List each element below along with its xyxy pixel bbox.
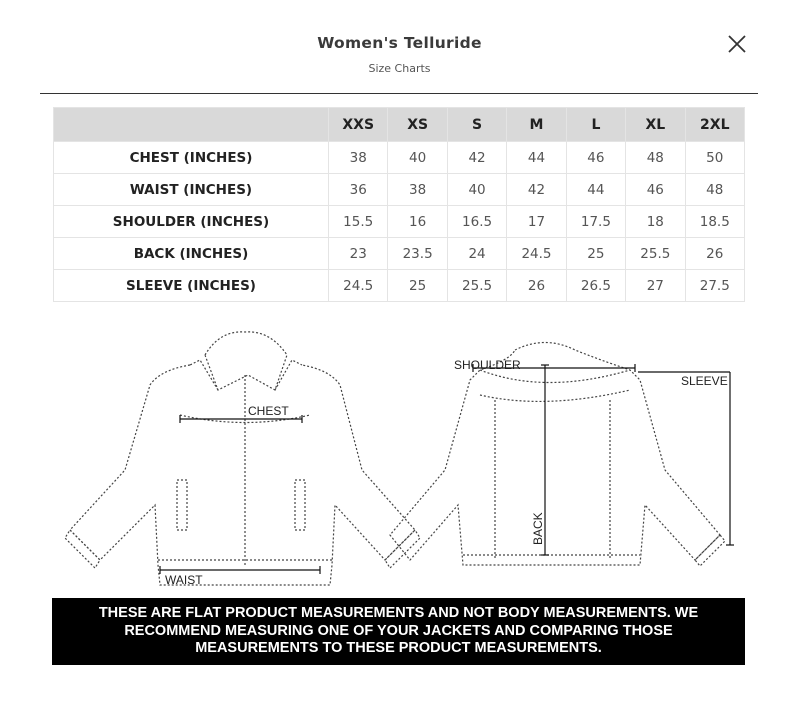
measurement-value: 38 (329, 142, 388, 174)
measurement-value: 26.5 (566, 270, 625, 302)
measurement-value: 25.5 (626, 238, 685, 270)
table-row (54, 206, 745, 238)
measurement-value: 46 (566, 142, 625, 174)
measurement-value: 26 (507, 270, 566, 302)
measurement-value: 23 (329, 238, 388, 270)
modal-header (0, 0, 799, 94)
header-divider (40, 93, 758, 94)
size-chart-table (53, 107, 745, 302)
measurement-value: 25 (566, 238, 625, 270)
measurement-value: 16 (388, 206, 447, 238)
measurement-value: 17.5 (566, 206, 625, 238)
jacket-diagram (40, 320, 760, 590)
measurement-value: 27.5 (685, 270, 744, 302)
measurement-value: 46 (626, 174, 685, 206)
size-column-header: S (447, 108, 506, 142)
measurement-value: 27 (626, 270, 685, 302)
measurement-value: 25 (388, 270, 447, 302)
measurement-value: 24.5 (507, 238, 566, 270)
chest-label: CHEST (248, 404, 289, 418)
measurement-notice-banner (52, 598, 745, 665)
jacket-back-drawing (390, 343, 725, 567)
jacket-front-drawing (65, 332, 420, 585)
measurement-label: BACK (INCHES) (54, 238, 329, 270)
close-icon[interactable] (724, 32, 750, 58)
size-column-header: L (566, 108, 625, 142)
table-row (54, 270, 745, 302)
measurement-value: 15.5 (329, 206, 388, 238)
size-column-header: 2XL (685, 108, 744, 142)
measurement-value: 48 (626, 142, 685, 174)
measurement-label: SHOULDER (INCHES) (54, 206, 329, 238)
measurement-value: 24.5 (329, 270, 388, 302)
size-column-header: XS (388, 108, 447, 142)
measurement-value: 16.5 (447, 206, 506, 238)
measurement-value: 50 (685, 142, 744, 174)
table-header-row (54, 108, 745, 142)
measurement-value: 25.5 (447, 270, 506, 302)
measurement-value: 38 (388, 174, 447, 206)
measurement-label: SLEEVE (INCHES) (54, 270, 329, 302)
sleeve-measure-line (638, 372, 734, 545)
measurement-value: 36 (329, 174, 388, 206)
waist-label: WAIST (165, 573, 203, 587)
measurement-value: 23.5 (388, 238, 447, 270)
page-subtitle: Size Charts (368, 62, 431, 75)
banner-text: THESE ARE FLAT PRODUCT MEASUREMENTS AND NOT BODY MEASUREMENTS. WE RECOMMEND MEASURING ONE OF YOUR JACKETS AND COMPARING THOSE MEASUREMENTS TO THESE PRODUCT MEASUREMENTS. (98, 605, 699, 657)
page-title: Women's Telluride (317, 34, 482, 52)
sleeve-label: SLEEVE (681, 374, 728, 388)
measurement-value: 26 (685, 238, 744, 270)
measurement-value: 18 (626, 206, 685, 238)
measurement-value: 44 (507, 142, 566, 174)
table-row (54, 142, 745, 174)
measurement-value: 18.5 (685, 206, 744, 238)
size-column-header: XXS (329, 108, 388, 142)
back-label: BACK (531, 512, 545, 545)
table-header-corner (54, 108, 329, 142)
size-column-header: M (507, 108, 566, 142)
size-column-header: XL (626, 108, 685, 142)
shoulder-label: SHOULDER (454, 358, 521, 372)
measurement-value: 48 (685, 174, 744, 206)
close-button[interactable] (724, 32, 750, 58)
measurement-value: 24 (447, 238, 506, 270)
measurement-value: 42 (507, 174, 566, 206)
table-row (54, 238, 745, 270)
measurement-label: CHEST (INCHES) (54, 142, 329, 174)
measurement-value: 17 (507, 206, 566, 238)
measurement-value: 44 (566, 174, 625, 206)
table-row (54, 174, 745, 206)
measurement-value: 42 (447, 142, 506, 174)
measurement-value: 40 (447, 174, 506, 206)
measurement-value: 40 (388, 142, 447, 174)
measurement-label: WAIST (INCHES) (54, 174, 329, 206)
